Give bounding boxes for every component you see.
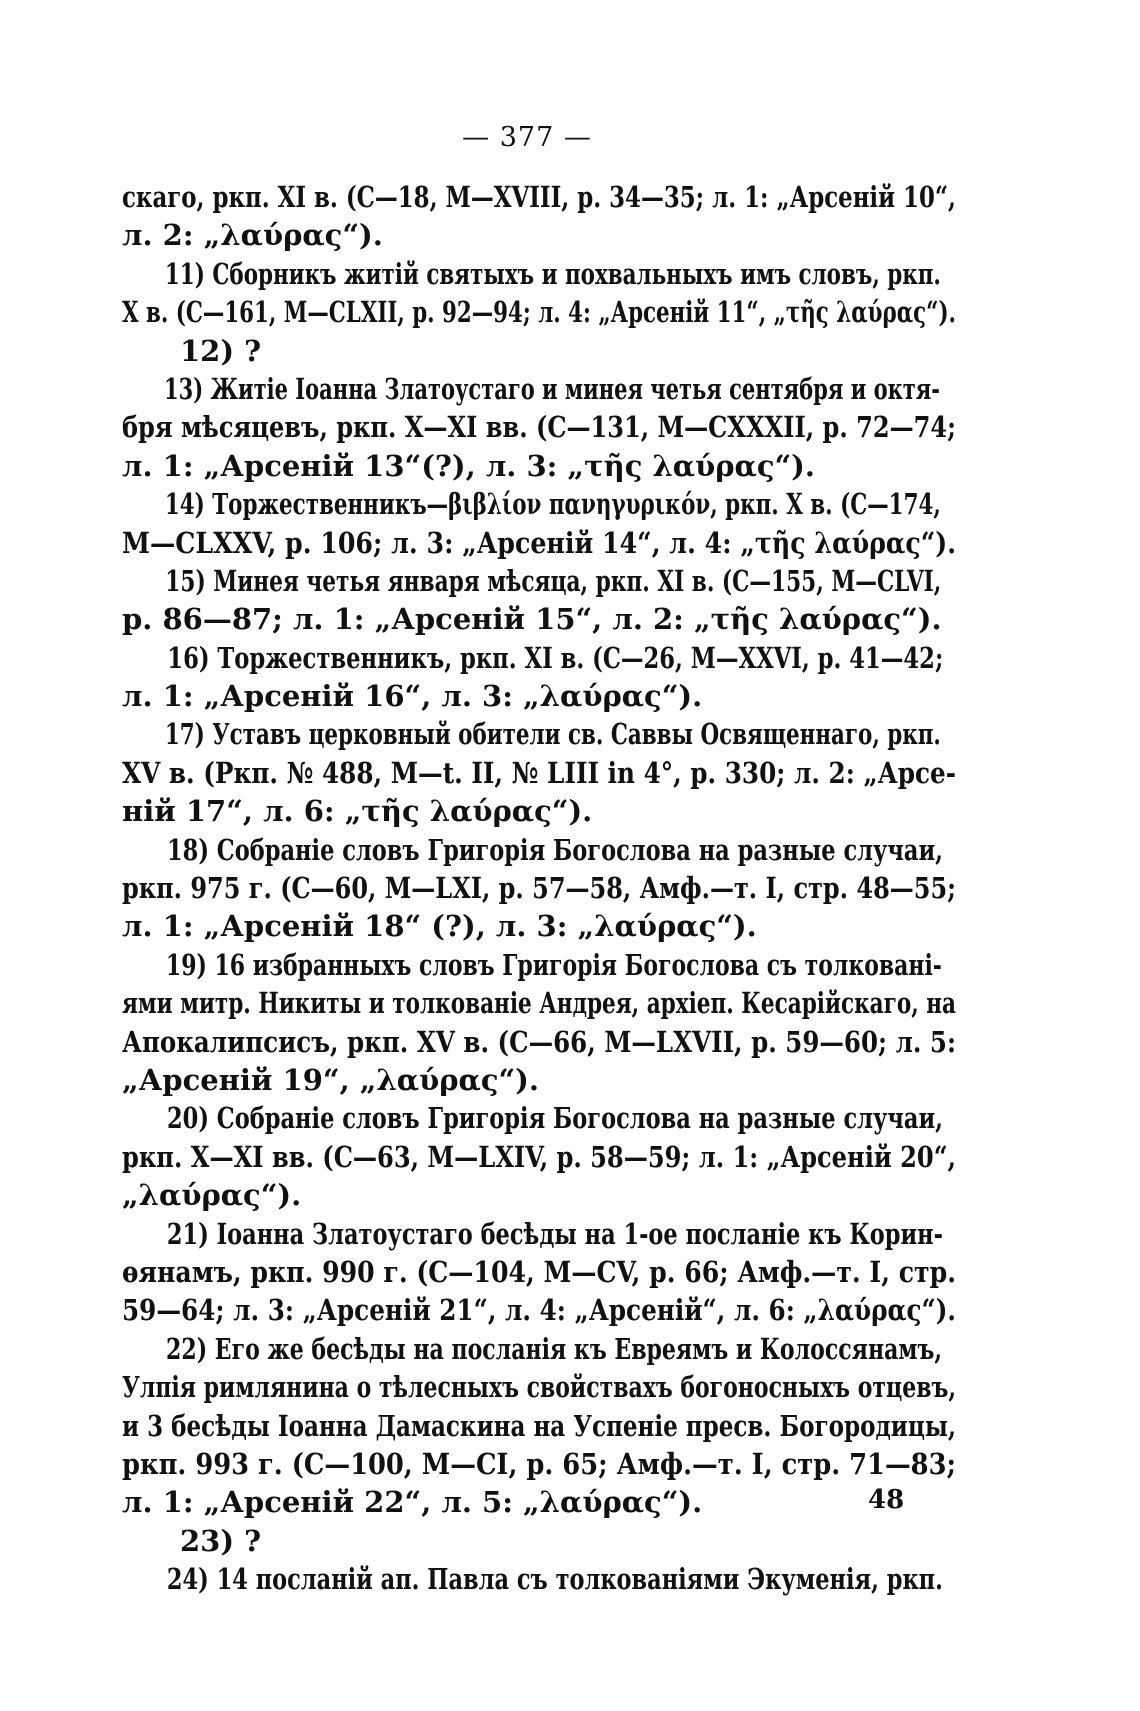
text-line: 59—64; л. 3: „Арсеній 21“, л. 4: „Арсеній“, л. 6: „λαύρας“). xyxy=(122,1293,956,1328)
text-line: 15) Минея четья января мѣсяца, ркп. XI в. (С—155, М—CLVI, xyxy=(165,563,942,598)
text-line: 18) Собраніе словъ Григорія Богослова на разные случаи, xyxy=(167,832,944,867)
text-line: 19) 16 избранныхъ словъ Григорія Богослова съ толковані- xyxy=(165,947,942,982)
text-line: Улпія римлянина о тѣлесныхъ свойствахъ богоносныхъ отцевъ, xyxy=(122,1370,956,1405)
text-line: 12) ? xyxy=(180,333,262,368)
text-line: л. 1: „Арсеній 16“, л. 3: „λαύρας“). xyxy=(122,679,703,714)
text-line: 14) Торжественникъ—βιβλίον πανηγυρικόν, ркп. X в. (С—174, xyxy=(164,487,941,522)
text-line: 21) Іоанна Златоустаго бесѣды на 1-ое посланіе къ Корин- xyxy=(166,1216,943,1251)
text-line: ѳянамъ, ркп. 990 г. (С—104, М—CV, р. 66; Амф.—т. I, стр. xyxy=(122,1254,956,1289)
text-line: „Арсеній 19“, „λαύρας“). xyxy=(122,1062,539,1097)
text-line: 11) Сборникъ житій святыхъ и похвальныхъ имъ словъ, ркп. xyxy=(164,256,941,291)
text-line: 20) Собраніе словъ Григорія Богослова на разные случаи, xyxy=(167,1101,944,1136)
text-line: л. 1: „Арсеній 18“ (?), л. 3: „λαύρας“). xyxy=(122,909,757,944)
text-line: л. 1: „Арсеній 22“, л. 5: „λαύρας“). xyxy=(122,1485,703,1520)
text-line: бря мѣсяцевъ, ркп. X—XI вв. (С—131, М—CXXXII, р. 72—74; xyxy=(122,410,956,445)
text-line: 24) 14 посланій ап. Павла съ толкованіями Экуменія, ркп. xyxy=(166,1562,943,1597)
text-line: 23) ? xyxy=(180,1523,262,1558)
text-line: X в. (С—161, М—CLXII, р. 92—94; л. 4: „Арсеній 11“, „τῆς λαύρας“). xyxy=(122,295,956,330)
text-line: л. 1: „Арсеній 13“(?), л. 3: „τῆς λαύρας“). xyxy=(122,448,815,483)
text-line: л. 2: „λαύρας“). xyxy=(122,218,383,253)
text-line: ркп. 993 г. (С—100, М—CI, р. 65; Амф.—т. I, стр. 71—83; xyxy=(122,1446,956,1481)
text-block xyxy=(122,178,956,1598)
page-number: — 377 — xyxy=(462,122,592,153)
text-line: 17) Уставъ церковный обители св. Саввы Освященнаго, ркп. xyxy=(164,717,941,752)
text-line: р. 86—87; л. 1: „Арсеній 15“, л. 2: „τῆς λαύρας“). xyxy=(122,602,942,637)
text-line: ркп. 975 г. (С—60, М—LXI, р. 57—58, Амф.—т. I, стр. 48—55; xyxy=(122,871,956,906)
text-line: 22) Его же бесѣды на посланія къ Евреямъ и Колоссянамъ, xyxy=(166,1331,943,1366)
text-line: 13) Житіе Іоанна Златоустаго и минея четья сентября и октя- xyxy=(164,371,941,406)
text-line: 16) Торжественникъ, ркп. XI в. (С—26, М—XXVI, р. 41—42; xyxy=(167,640,944,675)
text-line: Апокалипсисъ, ркп. XV в. (С—66, М—LXVII, р. 59—60; л. 5: xyxy=(122,1024,956,1059)
signature-mark: 48 xyxy=(868,1485,905,1515)
text-line: и 3 бесѣды Іоанна Дамаскина на Успеніе пресв. Богородицы, xyxy=(122,1408,956,1443)
text-line: ній 17“, л. 6: „τῆς λαύρας“). xyxy=(122,794,593,829)
text-line: М—CLXXV, р. 106; л. 3: „Арсеній 14“, л. 4: „τῆς λαύρας“). xyxy=(122,525,956,560)
text-line: „λαύρας“). xyxy=(122,1178,302,1213)
text-line: ркп. X—XI вв. (С—63, М—LXIV, р. 58—59; л. 1: „Арсеній 20“, xyxy=(122,1139,956,1174)
text-line: скаго, ркп. XI в. (С—18, М—XVIII, р. 34—35; л. 1: „Арсеній 10“, xyxy=(122,180,956,214)
text-line: ями митр. Никиты и толкованіе Андрея, архіеп. Кесарійскаго, на xyxy=(122,986,956,1021)
text-line: XV в. (Ркп. № 488, М—t. II, № LIII in 4°, р. 330; л. 2: „Арсе- xyxy=(122,755,956,790)
